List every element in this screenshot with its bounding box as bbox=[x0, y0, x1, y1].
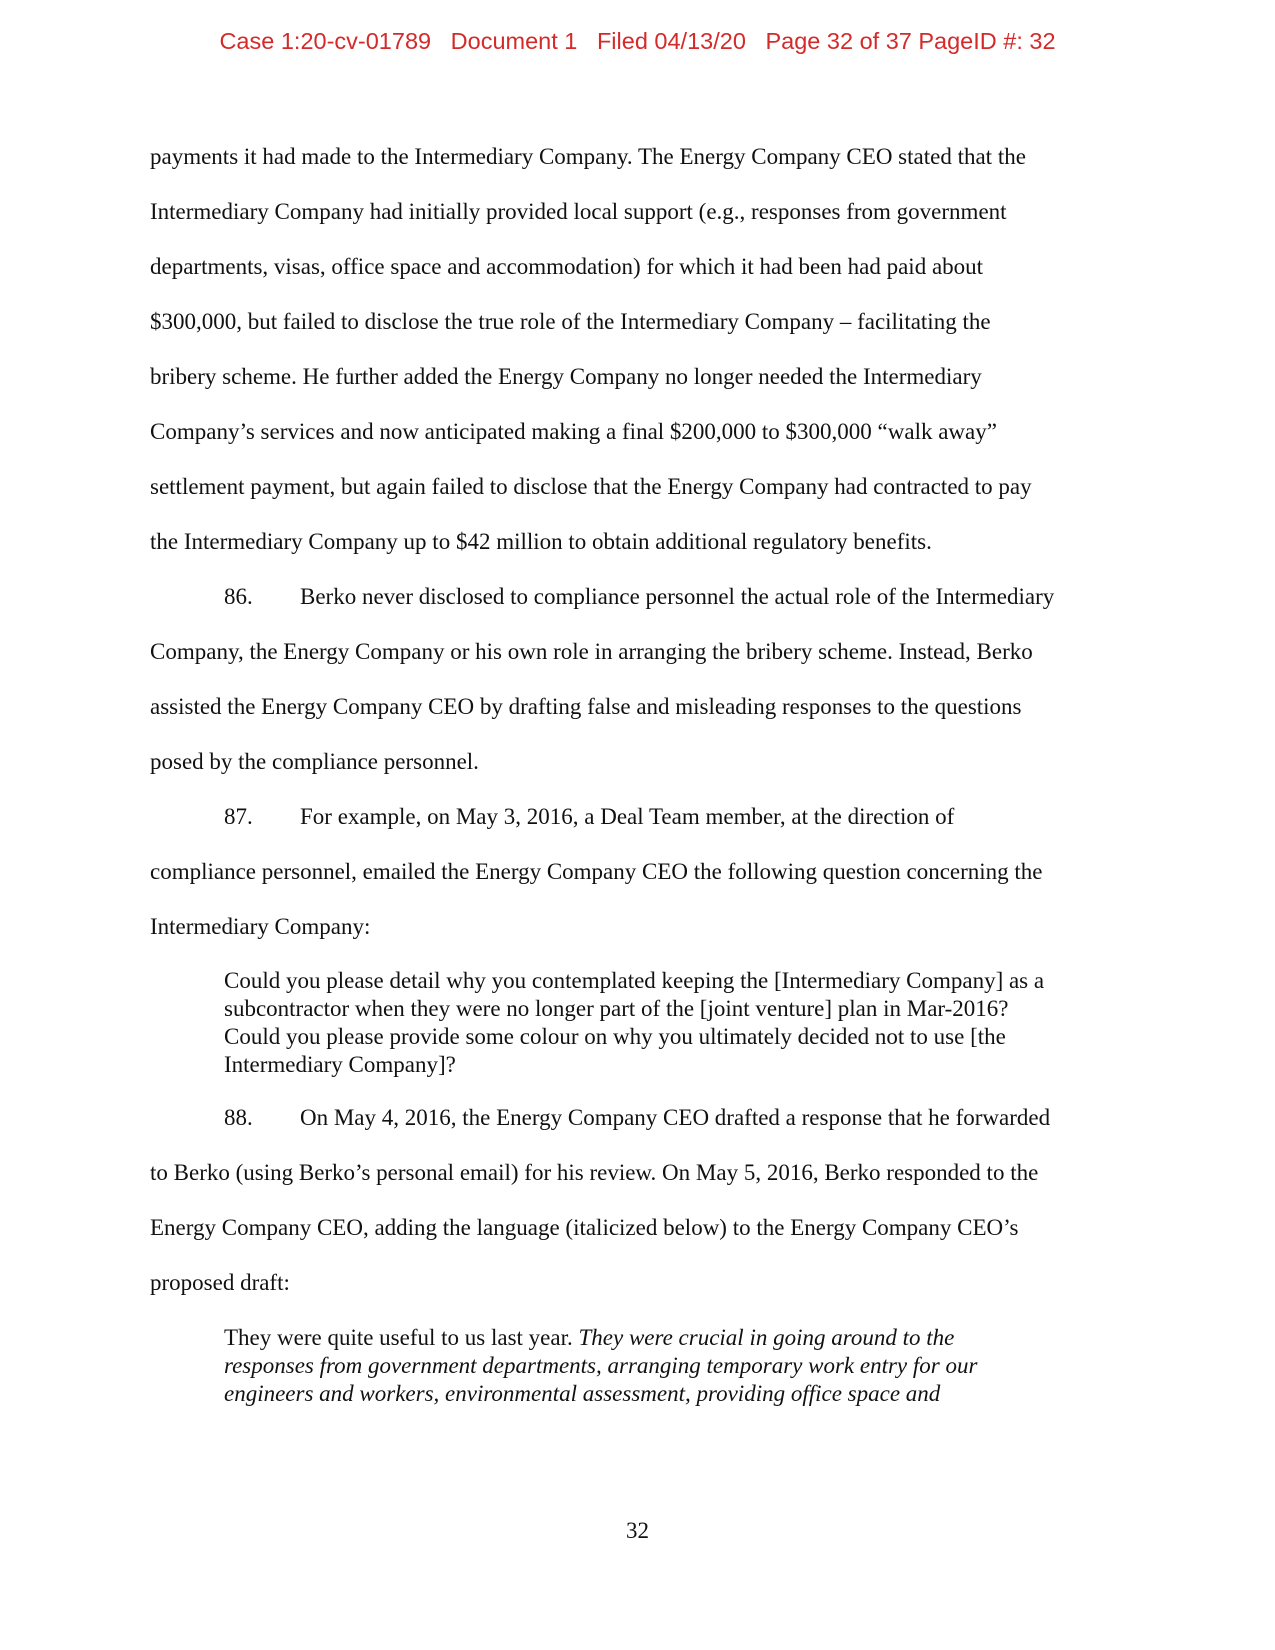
body-line: payments it had made to the Intermediary Company. The Energy Company CEO stated that the bbox=[150, 144, 1026, 169]
body-line: settlement payment, but again failed to disclose that the Energy Company had contracted to pay bbox=[150, 474, 1032, 499]
block-quote-line: subcontractor when they were no longer part of the [joint venture] plan in Mar-2016? bbox=[224, 996, 1009, 1021]
quote-italic-text: They were crucial in going around to the bbox=[578, 1325, 955, 1350]
paragraph-number: 88. bbox=[224, 1105, 253, 1130]
paragraph-number: 86. bbox=[224, 584, 253, 609]
body-line: proposed draft: bbox=[150, 1270, 290, 1295]
body-line: compliance personnel, emailed the Energy Company CEO the following question concerning the bbox=[150, 859, 1043, 884]
paragraph-number: 87. bbox=[224, 804, 253, 829]
body-line: Energy Company CEO, adding the language (italicized below) to the Energy Company CEO’s bbox=[150, 1215, 1019, 1240]
body-line: Intermediary Company had initially provided local support (e.g., responses from government bbox=[150, 199, 1007, 224]
body-line: Company, the Energy Company or his own role in arranging the bribery scheme. Instead, Berko bbox=[150, 639, 1033, 664]
body-line: assisted the Energy Company CEO by drafting false and misleading responses to the questions bbox=[150, 694, 1022, 719]
body-line: bribery scheme. He further added the Energy Company no longer needed the Intermediary bbox=[150, 364, 982, 389]
body-line: Intermediary Company: bbox=[150, 914, 371, 939]
block-quote-line-italic: engineers and workers, environmental assessment, providing office space and bbox=[224, 1381, 941, 1406]
case-header: Case 1:20-cv-01789 Document 1 Filed 04/13/20 Page 32 of 37 PageID #: 32 bbox=[219, 28, 1056, 54]
body-line: Company’s services and now anticipated making a final $200,000 to $300,000 “walk away” bbox=[150, 419, 997, 444]
paragraph-first-line: Berko never disclosed to compliance personnel the actual role of the Intermediary bbox=[300, 584, 1055, 609]
block-quote-line-italic: responses from government departments, arranging temporary work entry for our bbox=[224, 1353, 978, 1378]
body-line: posed by the compliance personnel. bbox=[150, 749, 479, 774]
block-quote-line: Could you please provide some colour on why you ultimately decided not to use [the bbox=[224, 1024, 1006, 1049]
block-quote-line bbox=[224, 1325, 954, 1351]
body-line: $300,000, but failed to disclose the true role of the Intermediary Company – facilitating the bbox=[150, 309, 991, 334]
block-quote-line: Intermediary Company]? bbox=[224, 1052, 456, 1077]
body-line: departments, visas, office space and accommodation) for which it had been had paid about bbox=[150, 254, 984, 279]
body-line: the Intermediary Company up to $42 million to obtain additional regulatory benefits. bbox=[150, 529, 932, 554]
block-quote-line: Could you please detail why you contemplated keeping the [Intermediary Company] as a bbox=[224, 968, 1045, 993]
body-line: to Berko (using Berko’s personal email) for his review. On May 5, 2016, Berko responded to the bbox=[150, 1160, 1039, 1185]
quote-plain-text: They were quite useful to us last year. bbox=[224, 1325, 579, 1350]
paragraph-first-line: On May 4, 2016, the Energy Company CEO drafted a response that he forwarded bbox=[300, 1105, 1051, 1130]
paragraph-first-line: For example, on May 3, 2016, a Deal Team member, at the direction of bbox=[300, 804, 955, 829]
page-number: 32 bbox=[626, 1518, 649, 1543]
